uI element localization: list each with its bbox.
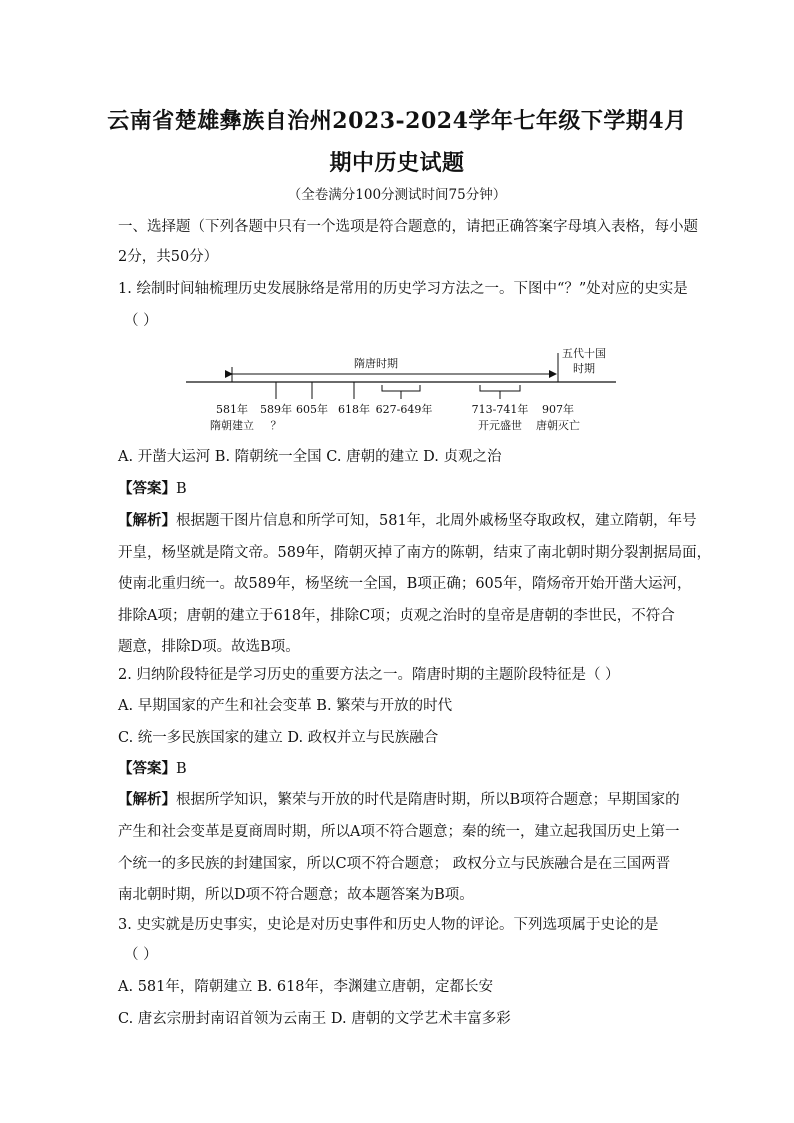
right-label-1: 五代十国 (562, 347, 606, 360)
q1-analysis-line-2: 开皇，杨坚就是隋文帝。589年，隋朝灭掉了南方的陈朝，结束了南北朝时期分裂割据局面， (118, 545, 712, 561)
q3-stem-line-2: （ ） (124, 947, 158, 963)
q1-timeline-figure (186, 345, 618, 437)
q2-stem: 2. 归纳阶段特征是学习历史的重要方法之一。隋唐时期的主题阶段特征是（ ） (118, 667, 620, 683)
answer-value: B (176, 481, 187, 497)
tick-label-907: 907年 (542, 403, 574, 416)
section-intro-line-1: 一、选择题（下列各题中只有一个选项是符合题意的，请把正确答案字母填入表格，每小题 (118, 219, 698, 235)
q1-options: A. 开凿大运河 B. 隋朝统一全国 C. 唐朝的建立 D. 贞观之治 (118, 449, 502, 465)
analysis-tag: 【解析】 (118, 512, 176, 529)
q3-options-line-2: C. 唐玄宗册封南诏首领为云南王 D. 唐朝的文学艺术丰富多彩 (118, 1011, 511, 1027)
sub-label-sui-founded: 隋朝建立 (210, 419, 254, 432)
q1-analysis-line-5: 题意，排除D项。故选B项。 (118, 639, 300, 655)
period-label: 隋唐时期 (354, 357, 398, 370)
q1-answer (118, 480, 187, 498)
q3-options-line-1: A. 581年，隋朝建立 B. 618年，李渊建立唐朝，定都长安 (118, 979, 494, 995)
tick-label-618: 618年 (338, 403, 370, 416)
sub-label-kaiyuan: 开元盛世 (478, 419, 522, 432)
sub-label-tang-fall: 唐朝灭亡 (536, 419, 580, 432)
q3-stem-line-1: 3. 史实就是历史事实，史论是对历史事件和历史人物的评论。下列选项属于史论的是 (118, 917, 659, 933)
tick-label-713-741: 713-741年 (471, 403, 529, 416)
q1-stem-line-1: 1. 绘制时间轴梳理历史发展脉络是常用的历史学习方法之一。下图中“？”处对应的史实是 (118, 281, 688, 297)
q2-options-line-1: A. 早期国家的产生和社会变革 B. 繁荣与开放的时代 (118, 698, 453, 714)
q2-answer (118, 760, 187, 778)
tick-label-581: 581年 (216, 403, 248, 416)
bracket-627-649 (382, 385, 420, 399)
q1-stem-line-2: （ ） (124, 313, 158, 329)
q2-options-line-2: C. 统一多民族国家的建立 D. 政权并立与民族融合 (118, 730, 439, 746)
q2-analysis-line-4: 南北朝时期，所以D项不符合题意；故本题答案为B项。 (118, 887, 474, 903)
document-title-line-1: 云南省楚雄彝族自治州2023-2024学年七年级下学期4月 (107, 108, 687, 134)
q2-analysis-line-3: 个统一的多民族的封建国家，所以C项不符合题意； 政权分立与民族融合是在三国两晋 (118, 856, 671, 872)
tick-label-589: 589年 (260, 403, 292, 416)
section-intro-line-2: 2分，共50分） (118, 249, 219, 265)
q1-analysis-line-4: 排除A项；唐朝的建立于618年，排除C项；贞观之治时的皇帝是唐朝的李世民，不符合 (118, 608, 675, 624)
answer-tag: 【答案】 (118, 480, 176, 497)
q1-analysis-line-3: 使南北重归统一。故589年，杨坚统一全国，B项正确；605年，隋炀帝开始开凿大运河， (118, 576, 692, 592)
bracket-713-741 (480, 385, 520, 399)
q2-analysis-line-2: 产生和社会变革是夏商周时期，所以A项不符合题意；秦的统一，建立起我国历史上第一 (118, 824, 680, 840)
analysis-text: 根据题干图片信息和所学可知，581年，北周外戚杨坚夺取政权，建立隋朝，年号 (176, 513, 697, 529)
tick-label-605: 605年 (296, 403, 328, 416)
q2-analysis-line-1 (118, 791, 680, 809)
answer-tag: 【答案】 (118, 760, 176, 777)
right-label-2: 时期 (573, 362, 595, 375)
sub-label-question: ？ (270, 419, 282, 432)
analysis-text: 根据所学知识，繁荣与开放的时代是隋唐时期，所以B项符合题意；早期国家的 (176, 792, 680, 808)
document-subtitle: （全卷满分100分测试时间75分钟） (287, 187, 507, 203)
tick-label-627-649: 627-649年 (375, 403, 433, 416)
answer-value: B (176, 761, 187, 777)
document-title-line-2: 期中历史试题 (329, 150, 465, 176)
q1-analysis-line-1 (118, 512, 697, 530)
analysis-tag: 【解析】 (118, 791, 176, 808)
